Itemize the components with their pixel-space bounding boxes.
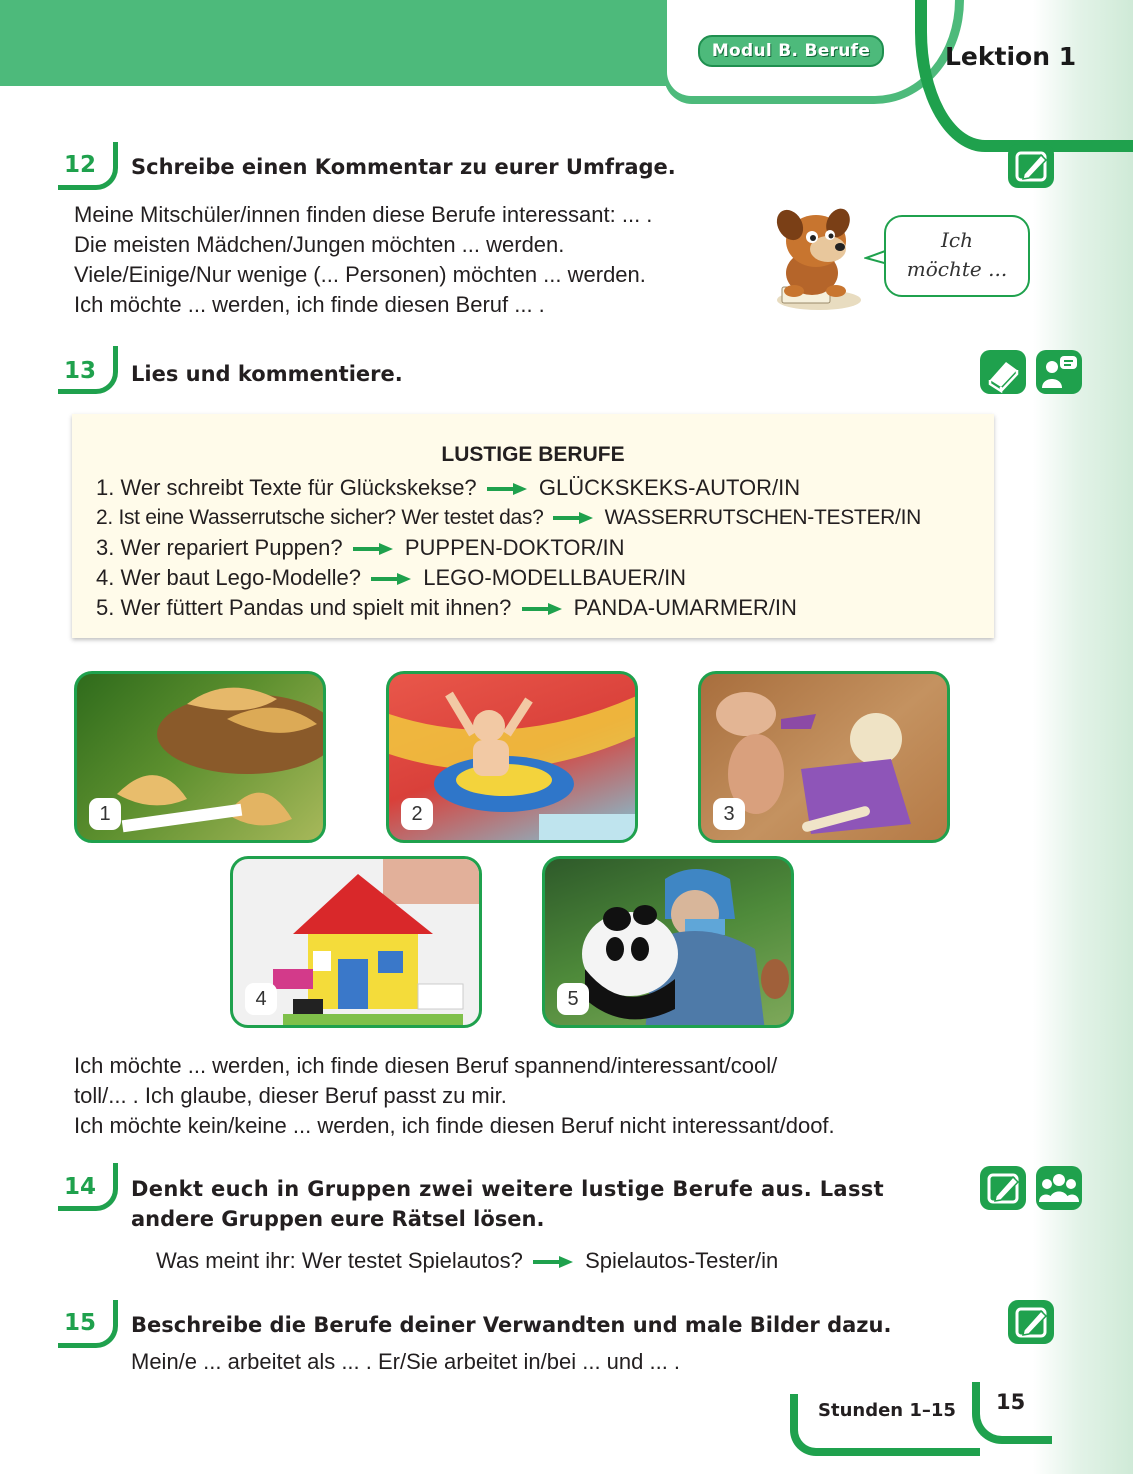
task-number: 13 xyxy=(64,358,97,384)
page-number: 15 xyxy=(996,1390,1026,1414)
speaking-icon xyxy=(1036,350,1082,394)
bubble-line: möchte ... xyxy=(906,257,1008,281)
answer: GLÜCKSKEKS-AUTOR/IN xyxy=(538,475,801,500)
photo-fortune-cookies xyxy=(74,671,326,843)
list-item xyxy=(96,473,800,503)
question: 4. Wer baut Lego-Modelle? xyxy=(96,565,361,590)
arrow-icon xyxy=(533,1255,575,1269)
task-number: 12 xyxy=(64,152,97,178)
list-item xyxy=(96,593,797,623)
arrow-icon xyxy=(371,572,413,586)
task-title: andere Gruppen eure Rätsel lösen. xyxy=(131,1207,545,1231)
stunden-label: Stunden 1–15 xyxy=(818,1400,956,1421)
arrow-icon xyxy=(553,511,595,525)
text-line: Die meisten Mädchen/Jungen möchten ... werden. xyxy=(74,232,565,257)
answer: LEGO-MODELLBAUER/IN xyxy=(423,565,687,590)
answer: PUPPEN-DOKTOR/IN xyxy=(404,535,625,560)
task-title: Lies und kommentiere. xyxy=(131,362,403,386)
list-item xyxy=(96,533,625,563)
text-line: Viele/Einige/Nur wenige (... Personen) möchten ... werden. xyxy=(74,262,646,287)
photo-doll-repair xyxy=(698,671,950,843)
lektion-arc xyxy=(915,0,1133,152)
pencil-icon xyxy=(1008,1300,1054,1344)
header-bar xyxy=(0,0,700,86)
question: 3. Wer repariert Puppen? xyxy=(96,535,343,560)
task-number: 15 xyxy=(64,1310,97,1336)
photo-number: 5 xyxy=(557,983,589,1015)
photo-water-slide xyxy=(386,671,638,843)
arrow-icon xyxy=(487,482,529,496)
lektion-label: Lektion 1 xyxy=(945,42,1077,71)
photo-panda xyxy=(542,856,794,1028)
answer: WASSERRUTSCHEN-TESTER/IN xyxy=(604,506,921,529)
pencil-icon xyxy=(980,1166,1026,1210)
bubble-line: Ich xyxy=(941,228,973,252)
photo-number: 3 xyxy=(713,798,745,830)
text-line: Ich möchte kein/keine ... werden, ich finde diesen Beruf nicht interessant/doof. xyxy=(74,1113,835,1138)
photo-lego-house xyxy=(230,856,482,1028)
photo-number: 2 xyxy=(401,798,433,830)
side-strip xyxy=(1033,0,1133,1474)
text-line: toll/... . Ich glaube, dieser Beruf passt zu mir. xyxy=(74,1083,507,1108)
list-item xyxy=(96,503,921,533)
example-question: Was meint ihr: Wer testet Spielautos? xyxy=(156,1248,523,1273)
text-line: Ich möchte ... werden, ich finde diesen Beruf ... . xyxy=(74,292,545,317)
question: 5. Wer füttert Pandas und spielt mit ihnen? xyxy=(96,595,512,620)
box-title: LUSTIGE BERUFE xyxy=(441,443,625,466)
photo-number: 1 xyxy=(89,798,121,830)
example-line xyxy=(156,1246,778,1276)
task-title: Beschreibe die Berufe deiner Verwandten und male Bilder dazu. xyxy=(131,1313,892,1337)
task-number: 14 xyxy=(64,1174,97,1200)
text-line: Mein/e ... arbeitet als ... . Er/Sie arbeitet in/bei ... und ... . xyxy=(131,1349,681,1374)
puppy-illustration xyxy=(764,205,874,313)
task-title: Schreibe einen Kommentar zu eurer Umfrage. xyxy=(131,155,676,179)
task-title: Denkt euch in Gruppen zwei weitere lustige Berufe aus. Lasst xyxy=(131,1177,885,1201)
text-line: Meine Mitschüler/innen finden diese Berufe interessant: ... . xyxy=(74,202,653,227)
example-answer: Spielautos-Tester/in xyxy=(585,1248,779,1273)
question: 1. Wer schreibt Texte für Glückskekse? xyxy=(96,475,477,500)
speech-bubble xyxy=(884,215,1030,297)
modul-label: Modul B. Berufe xyxy=(698,35,884,67)
arrow-icon xyxy=(353,542,395,556)
photo-number: 4 xyxy=(245,983,277,1015)
group-icon xyxy=(1036,1166,1082,1210)
book-icon xyxy=(980,350,1026,394)
arrow-icon xyxy=(522,602,564,616)
answer: PANDA-UMARMER/IN xyxy=(573,595,797,620)
list-item xyxy=(96,563,686,593)
text-line: Ich möchte ... werden, ich finde diesen Beruf spannend/interessant/cool/ xyxy=(74,1053,778,1078)
pencil-icon xyxy=(1008,144,1054,188)
question: 2. Ist eine Wasserrutsche sicher? Wer testet das? xyxy=(96,506,544,529)
